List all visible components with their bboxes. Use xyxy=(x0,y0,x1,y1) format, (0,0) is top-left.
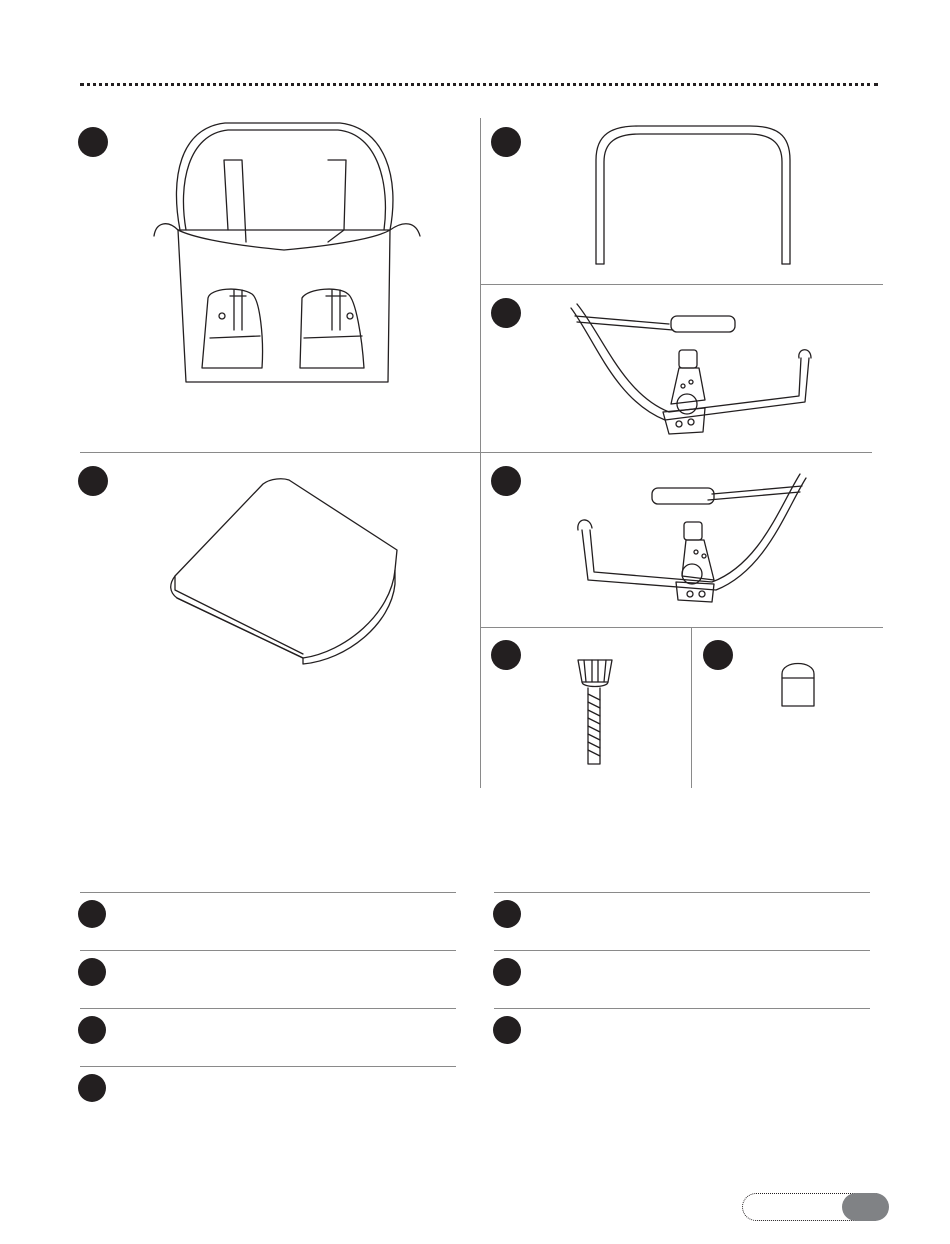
grid-divider-vertical-small xyxy=(691,628,692,788)
page-number-indicator xyxy=(842,1193,889,1221)
list-rule-left-3 xyxy=(80,1008,456,1009)
left-frame-icon xyxy=(566,470,826,610)
part-badge-7 xyxy=(703,640,733,670)
grid-divider-vertical xyxy=(480,118,481,788)
part-badge-2 xyxy=(491,127,521,157)
list-badge-1 xyxy=(78,900,106,928)
u-bar-icon xyxy=(590,120,800,270)
knob-bolt-icon xyxy=(570,654,620,770)
list-badge-7 xyxy=(493,1016,521,1044)
seat-board-icon xyxy=(165,474,405,670)
list-rule-left-4 xyxy=(80,1066,456,1067)
seat-pad-icon xyxy=(150,118,430,388)
list-rule-left-1 xyxy=(80,892,456,893)
end-cap-icon xyxy=(778,654,818,710)
list-badge-6 xyxy=(493,958,521,986)
grid-divider-right-lower xyxy=(481,627,883,628)
list-badge-4 xyxy=(78,1074,106,1102)
list-rule-left-2 xyxy=(80,950,456,951)
part-badge-1 xyxy=(78,127,108,157)
list-badge-2 xyxy=(78,958,106,986)
right-frame-icon xyxy=(565,300,825,440)
section-divider-dotted xyxy=(80,83,878,86)
part-badge-3 xyxy=(491,298,521,328)
part-badge-4 xyxy=(78,466,108,496)
part-badge-6 xyxy=(491,640,521,670)
part-badge-5 xyxy=(491,466,521,496)
grid-divider-right-top xyxy=(481,284,883,285)
grid-divider-middle xyxy=(80,452,872,453)
list-badge-3 xyxy=(78,1016,106,1044)
list-badge-5 xyxy=(493,900,521,928)
list-rule-right-2 xyxy=(494,950,870,951)
list-rule-right-1 xyxy=(494,892,870,893)
list-rule-right-3 xyxy=(494,1008,870,1009)
